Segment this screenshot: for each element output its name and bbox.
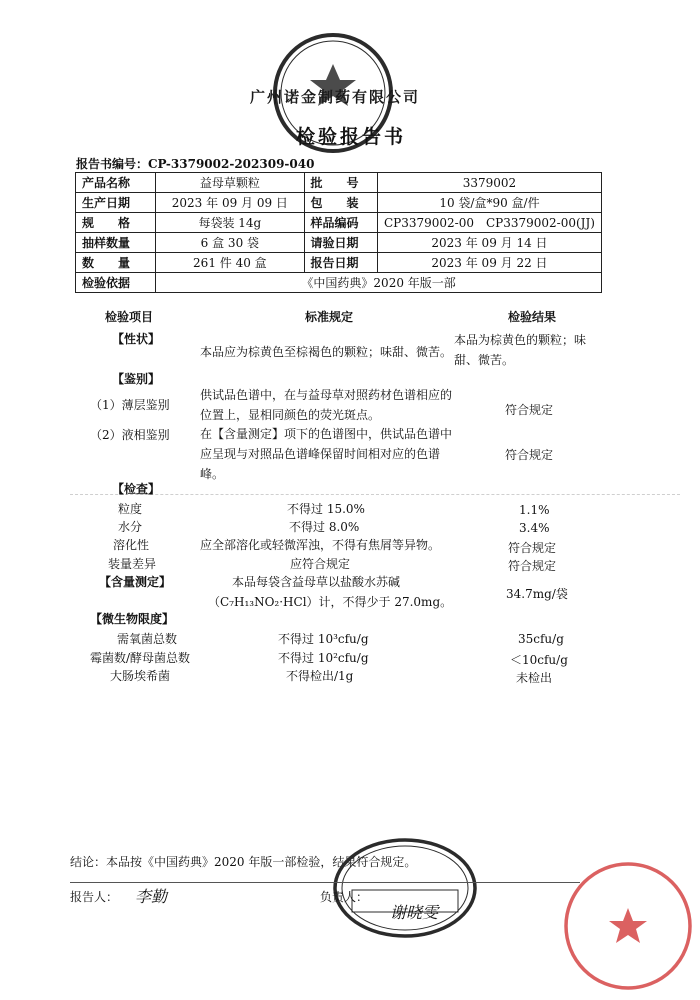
item-moisture: 水分 — [118, 520, 143, 534]
column-header-result: 检验结果 — [508, 310, 557, 324]
item-mold-yeast: 霉菌数/酵母菌总数 — [90, 651, 191, 665]
info-label: 批 号 — [304, 173, 377, 193]
result-hplc: 符合规定 — [505, 448, 554, 462]
standard-moisture: 不得过 8.0% — [289, 520, 360, 534]
info-label: 产品名称 — [76, 173, 156, 193]
reporter-label: 报告人： — [70, 890, 119, 904]
table-row — [76, 273, 602, 293]
standard-assay-line2: （C₇H₁₃NO₂·HCl）计，不得少于 27.0mg。 — [208, 595, 453, 609]
result-fill-variation: 符合规定 — [508, 559, 557, 573]
info-value: 2023 年 09 月 22 日 — [377, 253, 601, 273]
info-value: 2023 年 09 月 09 日 — [156, 193, 304, 213]
conclusion: 结论：本品按《中国药典》2020 年版一部检验，结果符合规定。 — [70, 855, 417, 869]
item-fill-variation: 装量差异 — [108, 557, 157, 571]
info-value: 2023 年 09 月 14 日 — [377, 233, 601, 253]
item-aerobic: 需氧菌总数 — [117, 632, 178, 646]
red-company-seal — [560, 858, 696, 994]
info-value: CP3379002-00 CP3379002-00(JJ) — [377, 213, 601, 233]
product-info-table — [75, 172, 602, 293]
section-microbial: 【微生物限度】 — [90, 612, 175, 626]
info-label: 规 格 — [76, 213, 156, 233]
column-header-item: 检验项目 — [105, 310, 154, 324]
standard-appearance: 本品应为棕黄色至棕褐色的颗粒；味甜、微苦。 — [200, 345, 453, 359]
result-particle: 1.1% — [519, 503, 550, 517]
item-hplc: （2）液相鉴别 — [90, 428, 170, 442]
result-aerobic: 35cfu/g — [518, 632, 564, 646]
column-header-standard: 标准规定 — [305, 310, 354, 324]
result-assay: 34.7mg/袋 — [506, 587, 568, 601]
info-label: 抽样数量 — [76, 233, 156, 253]
section-appearance: 【性状】 — [112, 332, 161, 346]
table-row — [76, 193, 602, 213]
report-number: 报告书编号：CP-3379002-202309-040 — [76, 157, 315, 171]
info-value: 261 件 40 盒 — [156, 253, 304, 273]
info-label: 包 装 — [304, 193, 377, 213]
standard-tlc: 供试品色谱中，在与益母草对照药材色谱相应的位置上，显相同颜色的荧光斑点。 — [200, 388, 453, 422]
basis-value: 《中国药典》2020 年版一部 — [156, 273, 602, 293]
table-row — [76, 253, 602, 273]
standard-particle: 不得过 15.0% — [287, 502, 365, 516]
standard-mold-yeast: 不得过 10²cfu/g — [278, 651, 369, 665]
result-mold-yeast: ＜10cfu/g — [510, 653, 568, 667]
standard-aerobic: 不得过 10³cfu/g — [278, 632, 369, 646]
company-title: 广州诺金制药有限公司 — [250, 88, 421, 106]
table-row — [76, 213, 602, 233]
info-label: 报告日期 — [304, 253, 377, 273]
standard-fill-variation: 应符合规定 — [290, 557, 351, 571]
info-value: 每袋装 14g — [156, 213, 304, 233]
signature-rule — [70, 882, 580, 883]
item-ecoli: 大肠埃希菌 — [110, 669, 171, 683]
result-solubility: 符合规定 — [508, 541, 557, 555]
reporter-signature: 李勤 — [135, 887, 168, 906]
section-assay: 【含量测定】 — [99, 575, 172, 589]
standard-ecoli: 不得检出/1g — [286, 669, 354, 683]
info-label: 数 量 — [76, 253, 156, 273]
info-label: 请验日期 — [304, 233, 377, 253]
info-value: 3379002 — [377, 173, 601, 193]
result-moisture: 3.4% — [519, 521, 550, 535]
standard-solubility: 应全部溶化或轻微浑浊，不得有焦屑等异物。 — [200, 538, 441, 552]
item-tlc: （1）薄层鉴别 — [90, 398, 170, 412]
section-identification: 【鉴别】 — [112, 372, 161, 386]
responsible-label: 负责人： — [320, 890, 369, 904]
table-row — [76, 173, 602, 193]
item-solubility: 溶化性 — [113, 538, 150, 552]
info-value: 6 盒 30 袋 — [156, 233, 304, 253]
info-value: 益母草颗粒 — [156, 173, 304, 193]
info-label: 生产日期 — [76, 193, 156, 213]
result-ecoli: 未检出 — [516, 671, 553, 685]
info-value: 10 袋/盒*90 盒/件 — [377, 193, 601, 213]
basis-label: 检验依据 — [76, 273, 156, 293]
table-row — [76, 233, 602, 253]
result-tlc: 符合规定 — [505, 403, 554, 417]
standard-hplc: 在【含量测定】项下的色谱图中，供试品色谱中应呈现与对照品色谱峰保留时间相对应的色谱峰。 — [200, 427, 453, 481]
info-label: 样品编码 — [304, 213, 377, 233]
item-particle: 粒度 — [118, 502, 143, 516]
responsible-signature: 谢晓雯 — [390, 903, 439, 922]
section-inspection: 【检查】 — [112, 482, 161, 496]
standard-assay-line1: 本品每袋含益母草以盐酸水苏碱 — [232, 575, 401, 589]
document-title: 检验报告书 — [296, 126, 407, 148]
divider — [70, 494, 680, 495]
result-appearance: 本品为棕黄色的颗粒；味甜、微苦。 — [454, 333, 587, 367]
